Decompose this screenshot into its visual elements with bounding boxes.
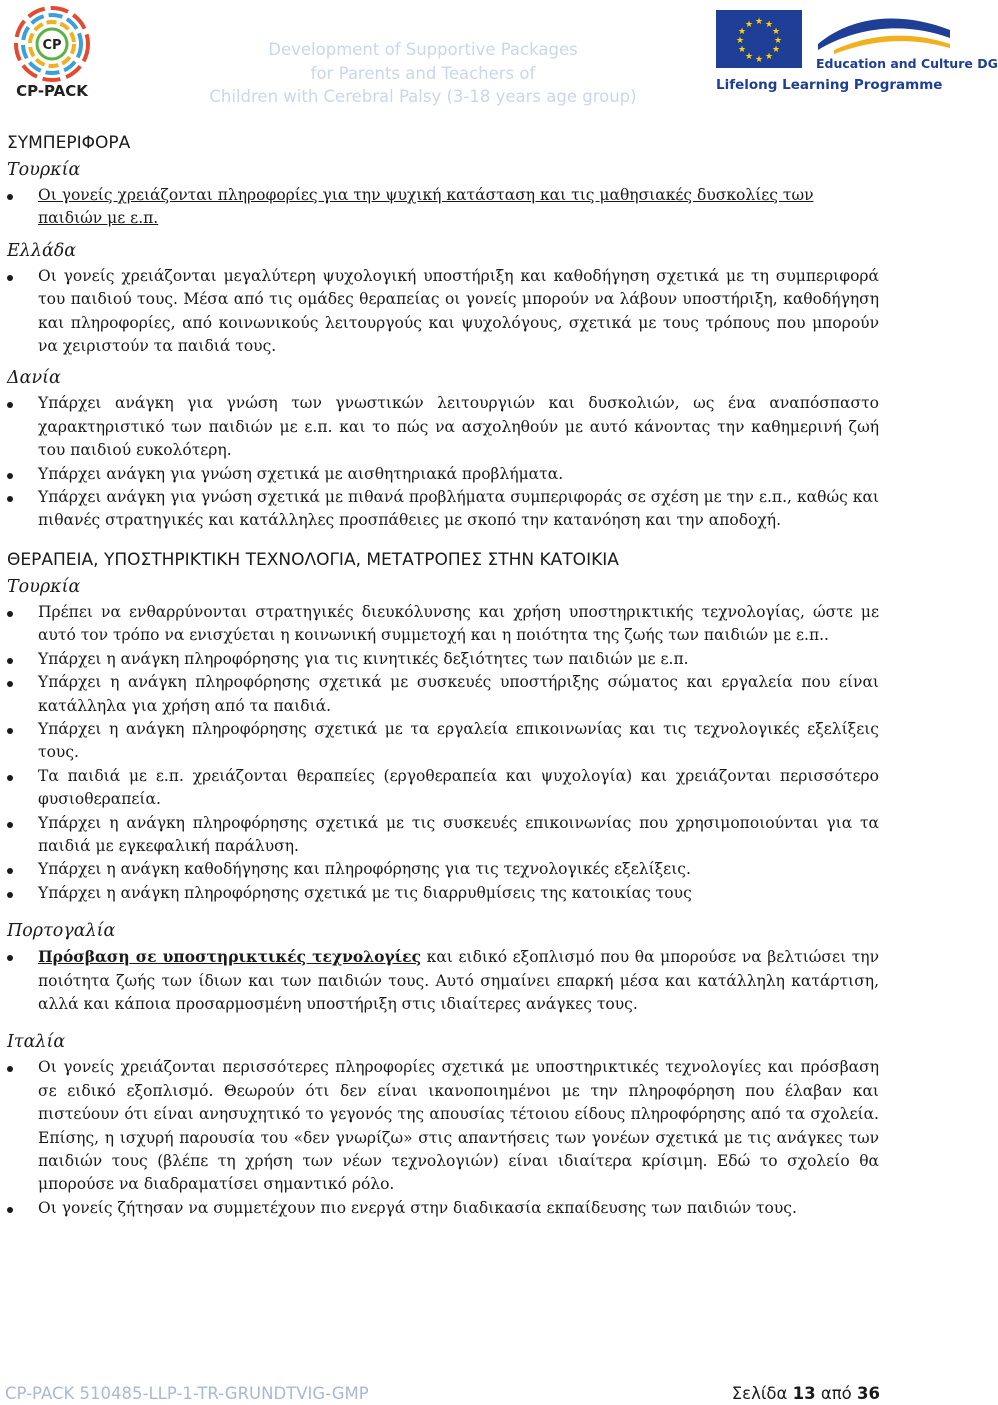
svg-text:★: ★ — [771, 27, 781, 37]
page-header — [0, 0, 998, 110]
document-body — [7, 130, 879, 1224]
list-item: Υπάρχει ανάγκη για γνώση σχετικά με αισθητηριακά προβλήματα. — [7, 463, 879, 486]
list-portugal — [7, 945, 879, 1016]
svg-text:★: ★ — [737, 27, 747, 37]
eu-flag-icon — [716, 10, 802, 68]
list-item: Πρέπει να ενθαρρύνονται στρατηγικές διευκόλυνσης και χρήση υποστηρικτικής τεχνολογίας, ώστε με αυτό τον τρόπο να ενισχύεται η κοινωνική συμμετοχή και η ποιότητα της ζωής των παιδιών με ε.π.. — [7, 601, 879, 648]
list-greece-behavior — [7, 265, 879, 359]
country-label-turkey: Τουρκία — [7, 160, 81, 180]
svg-text:★: ★ — [764, 20, 774, 30]
country-label-greece: Ελλάδα — [7, 240, 77, 261]
list-item: Οι γονείς ζήτησαν να συμμετέχουν πιο ενεργά στην διαδικασία εκπαίδευσης των παιδιών τους. — [7, 1197, 879, 1220]
svg-text:★: ★ — [744, 52, 754, 62]
eu-swoosh-icon — [814, 4, 954, 60]
svg-text:★: ★ — [735, 36, 745, 46]
country-label-italy: Ιταλία — [7, 1032, 66, 1053]
svg-text:★: ★ — [771, 45, 781, 55]
footer-project-code: CP-PACK 510485-LLP-1-TR-GRUNDTVIG-GMP — [5, 1384, 369, 1403]
header-title-line: Development of Supportive Packages — [268, 40, 578, 59]
emphasis-text: Πρόσβαση σε υποστηρικτικές τεχνολογίες — [38, 947, 422, 967]
country-label-turkey: Τουρκία — [7, 576, 81, 597]
list-item: Οι γονείς χρειάζονται περισσότερες πληροφορίες σχετικά με υποστηρικτικές τεχνολογίες και πρόσβαση σε ειδικό εξοπλισμό. Θεωρούν ότι δεν είναι ικανοποιημένοι με την πληροφόρηση που έλαβαν και πιστεύουν ότι είναι ανησυχητικό το γεγονός της απουσίας τέτοιου είδους πληροφόρησης από τα σχολεία. Επίσης, η ισχυρή παρουσία του «δεν γνωρίζω» στις απαντήσεις των γονέων σχετικά με τις ανάγκες των παιδιών τους (βλέπε τη χρήση των νέων τεχνολογιών) είναι ιδιαίτερα κρίσιμη. Εδώ το σχολείο θα μπορούσε να διαδραματίσει σημαντικό ρόλο. — [7, 1056, 879, 1196]
list-item: Υπάρχει ανάγκη για γνώση σχετικά με πιθανά προβλήματα συμπεριφοράς σε σχέση με την ε.π., καθώς και πιθανές στρατηγικές και κατάλληλες προσπάθειες με σκοπό την κατανόηση και την αποδοχή. — [7, 486, 879, 533]
list-item: Οι γονείς χρειάζονται μεγαλύτερη ψυχολογική υποστήριξη και καθοδήγηση σχετικά με τη συμπεριφορά του παιδιού τους. Μέσα από τις ομάδες θεραπείας οι γονείς μπορούν να λάβουν υποστήριξη, καθοδήγηση και πληροφορίες, από κοινωνικούς λειτουργούς και ψυχολόγους, σχετικά με τους τρόπους που μπορούν να χειριστούν τα παιδιά τους. — [7, 265, 879, 359]
svg-text:★: ★ — [744, 20, 754, 30]
cp-pack-logo — [6, 4, 98, 100]
country-label-denmark: Δανία — [7, 368, 61, 389]
header-title-line: Children with Cerebral Palsy (3-18 years age group) — [209, 87, 637, 106]
list-item: Υπάρχει η ανάγκη πληροφόρησης σχετικά με τα εργαλεία επικοινωνίας και τις τεχνολογικές εξελίξεις τους. — [7, 718, 879, 765]
list-item: Οι γονείς χρειάζονται πληροφορίες για την ψυχική κατάσταση και τις μαθησιακές δυσκολίες των παιδιών με ε.π. — [7, 184, 879, 231]
list-item: Υπάρχει η ανάγκη πληροφόρησης για τις κινητικές δεξιότητες των παιδιών με ε.π. — [7, 648, 879, 671]
list-denmark-behavior — [7, 392, 879, 532]
eu-dg-label: Education and Culture DG — [816, 56, 998, 71]
svg-text:★: ★ — [754, 17, 764, 27]
list-item: Υπάρχει η ανάγκη πληροφόρησης σχετικά με τις συσκευές επικοινωνίας που χρησιμοποιούνται για τα παιδιά με εγκεφαλική παράλυση. — [7, 812, 879, 859]
svg-text:★: ★ — [773, 36, 783, 46]
current-page: 13 — [792, 1384, 816, 1403]
list-italy — [7, 1056, 879, 1220]
llp-label: Lifelong Learning Programme — [716, 77, 943, 93]
list-item: Υπάρχει η ανάγκη πληροφόρησης σχετικά με τις διαρρυθμίσεις της κατοικίας τους — [7, 882, 879, 905]
list-item: Τα παιδιά με ε.π. χρειάζονται θεραπείες (εργοθεραπεία και ψυχολογία) και χρειάζονται περισσότερο φυσιοθεραπεία. — [7, 765, 879, 812]
total-pages: 36 — [857, 1384, 880, 1403]
logo-text: CP-PACK — [16, 82, 88, 100]
footer-page-number: Σελίδα 13 από 36 — [731, 1384, 880, 1403]
list-item: Πρόσβαση σε υποστηρικτικές τεχνολογίες και ειδικό εξοπλισμό που θα μπορούσε να βελτιώσει την ποιότητα ζωής των ίδιων και των παιδιών τους. Αυτό σημαίνει επαρκή μέσα και κατάλληλη κατάρτιση, αλλά και κάποια προσαρμοσμένη υποστήριξη στις ιδιαίτερες ανάγκες τους. — [7, 945, 879, 1016]
svg-text:CP: CP — [42, 38, 62, 53]
list-turkey-behavior — [7, 184, 879, 231]
svg-text:★: ★ — [737, 45, 747, 55]
list-item: Υπάρχει η ανάγκη καθοδήγησης και πληροφόρησης για τις τεχνολογικές εξελίξεις. — [7, 858, 879, 881]
header-title — [200, 38, 646, 109]
list-turkey-therapy — [7, 601, 879, 905]
section-heading-therapy: ΘΕΡΑΠΕΙΑ, ΥΠΟΣΤΗΡΙΚΤΙΚΗ ΤΕΧΝΟΛΟΓΙΑ, ΜΕΤΑΤΡΟΠΕΣ ΣΤΗΝ ΚΑΤΟΙΚΙΑ — [7, 549, 619, 570]
list-item: Υπάρχει ανάγκη για γνώση των γνωστικών λειτουργιών και δυσκολιών, ως ένα αναπόσπαστο χαρακτηριστικό των παιδιών με ε.π. και το πώς να ασχοληθούν με αυτό κάνοντας την καθημερινή ζωή του παιδιού ευκολότερη. — [7, 392, 879, 462]
svg-text:★: ★ — [754, 55, 764, 65]
header-title-line: for Parents and Teachers of — [310, 63, 536, 83]
list-item: Υπάρχει η ανάγκη πληροφόρησης σχετικά με συσκευές υποστήριξης σώματος και εργαλεία που είναι κατάλληλα για χρήση από τα παιδιά. — [7, 671, 879, 718]
svg-text:★: ★ — [764, 52, 774, 62]
section-heading-behavior: ΣΥΜΠΕΡΙΦΟΡΑ — [7, 133, 131, 153]
country-label-portugal: Πορτογαλία — [7, 921, 116, 942]
